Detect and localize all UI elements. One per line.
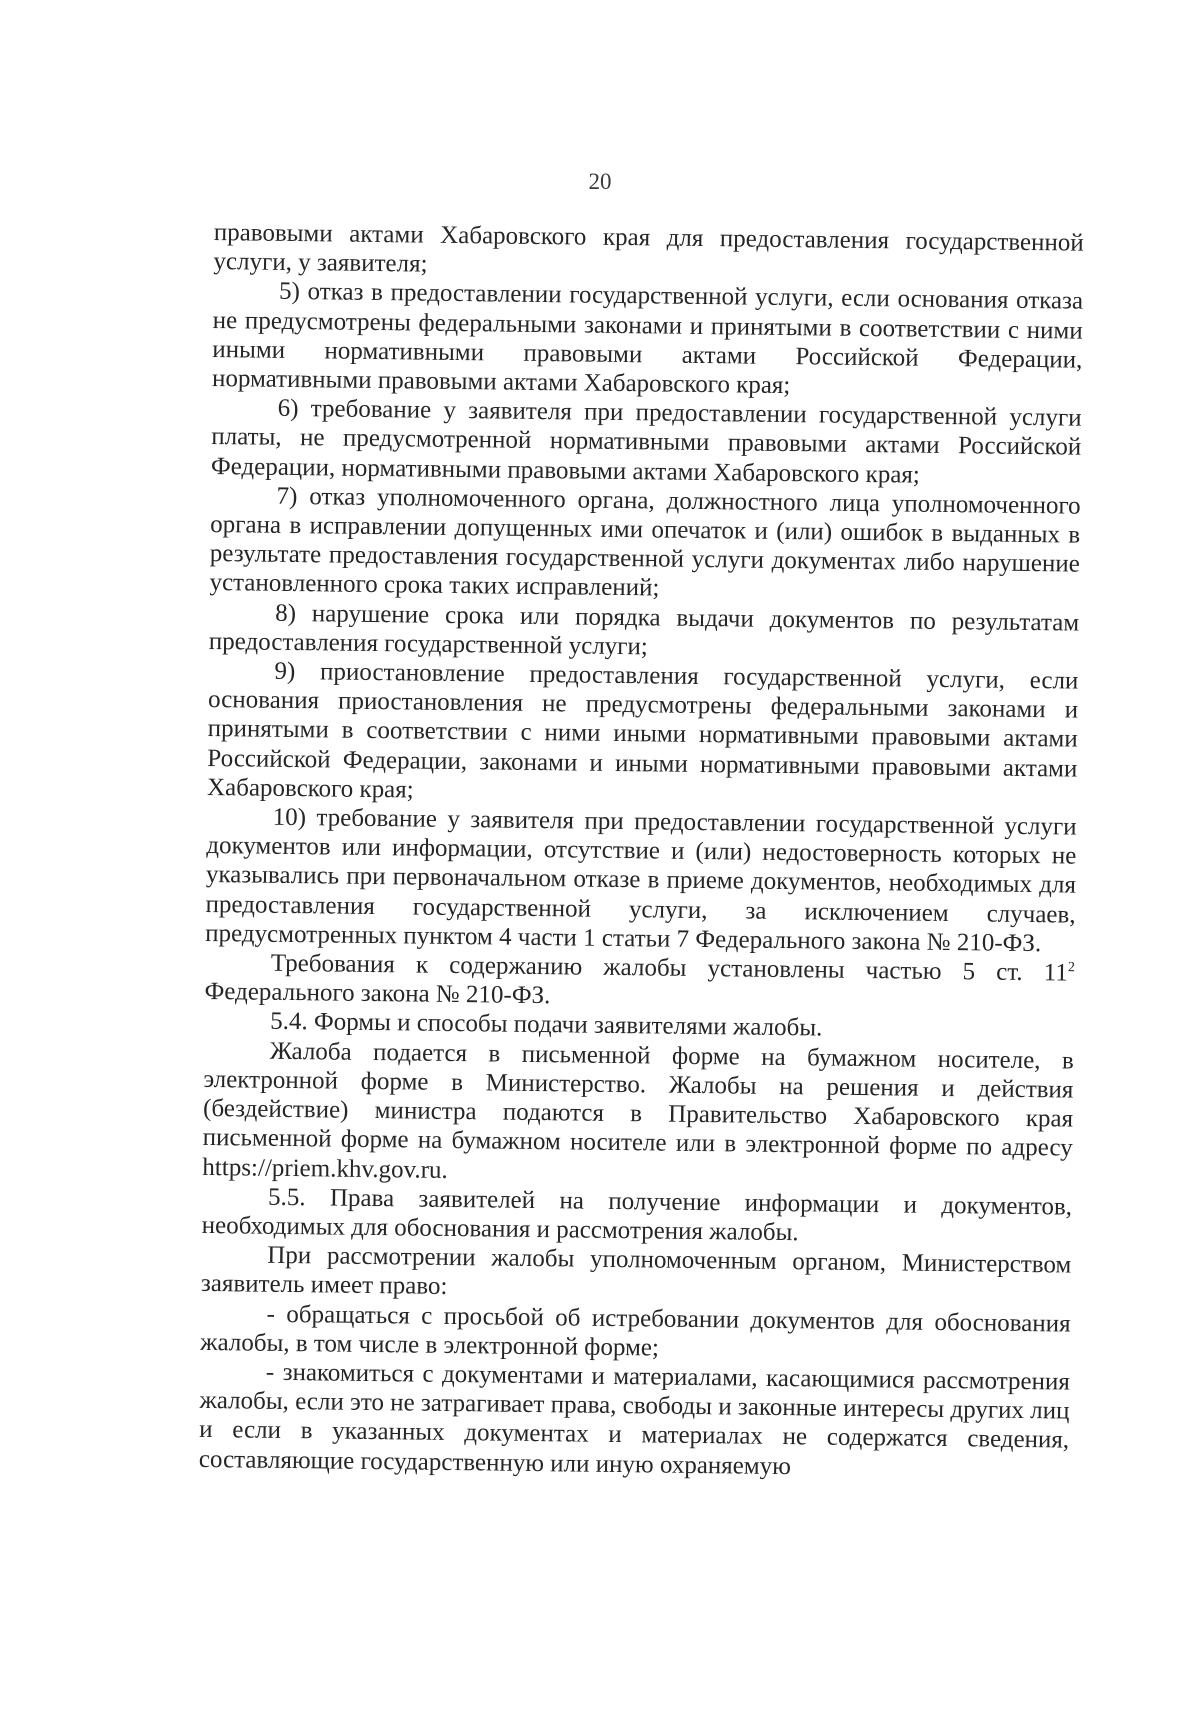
section-5-4-heading: 5.4. Формы и способы подачи заявителями жалобы. xyxy=(270,1008,823,1042)
paragraph-item-8: 8) нарушение срока или порядка выдачи документов по результатам предоставления государственной услуги; xyxy=(208,599,1080,661)
page-number: 20 xyxy=(588,169,612,194)
paragraph-applicant-rights: При рассмотрении жалобы уполномоченным органом, Министерством заявитель имеет право: xyxy=(200,1241,1072,1301)
paragraph-continuation: правовыми актами Хабаровского края для предоставления государственной услуги, у заявителя; xyxy=(213,218,1084,278)
article-superscript: 2 xyxy=(1067,960,1075,976)
paragraph-item-7: 7) отказ уполномоченного органа, должностного лица уполномоченного органа в исправлении допущенных ими опечаток и (или) ошибок в выданных в результате предоставления государственной услуги документах либо нарушение установленного срока таких исправлений; xyxy=(209,482,1081,602)
section-5-5-heading: 5.5. Права заявителей на получение информации и документов, необходимых для обоснования и рассмотрения жалобы. xyxy=(201,1183,1073,1247)
complaint-requirements-law: Федерального закона № 210-ФЗ. xyxy=(204,978,551,1010)
paragraph-complaint-requirements xyxy=(204,948,1075,1017)
paragraph-item-9: 9) приостановление предоставления государственной услуги, если основания приостановления не предусмотрены федеральными законами и принятыми в соответствии с ними иными нормативными правовыми актами Российской Федерации, законами и иными нормативными правовыми актами Хабаровского края; xyxy=(206,657,1079,804)
paragraph-item-10: 10) требование у заявителя при предоставлении государственной услуги документов или информации, отсутствие и (или) недостоверность которых не указывались при первоначальном отказе в приеме документов, необходимых для предоставления государственной услуги, за исключением случаев, предусмотренных пунктом 4 части 1 статьи 7 Федерального закона № 210-ФЗ. xyxy=(205,803,1077,958)
paragraph-right-review-materials: - знакомиться с документами и материалами, касающимися рассмотрения жалобы, если это не затрагивает права, свободы и законные интересы других лиц и если в указанных документах и материалах не содержатся сведения, составляющие государственную или иную охраняемую xyxy=(198,1358,1071,1480)
paragraph-item-6: 6) требование у заявителя при предоставлении государственной услуги платы, не предусмотренной нормативными правовыми актами Российской Федерации, нормативными правовыми актами Хабаровского края; xyxy=(210,395,1082,489)
complaint-requirements-text: Требования к содержанию жалобы установлены частью 5 ст. 11 xyxy=(270,949,1069,987)
paragraph-item-5: 5) отказ в предоставлении государственной услуги, если основания отказа не предусмотрены федеральными законами и принятыми в соответствии с ними иными нормативными правовыми актами Российской Федерации, нормативными правовыми актами Хабаровского края; xyxy=(211,278,1084,400)
paragraph-right-request-documents: - обращаться с просьбой об истребовании документов для обоснования жалобы, в том числе в электронной форме; xyxy=(200,1300,1071,1362)
document-body xyxy=(199,218,1084,1484)
paragraph-complaint-submission: Жалоба подается в письменной форме на бумажном носителе, в электронной форме в Министерство. Жалобы на решения и действия (бездействие) министра подаются в Правительство Хабаровского края письменной форме на бумажном носителе или в электронной форме по адресу https://priem.khv.gov.ru. xyxy=(202,1037,1074,1184)
